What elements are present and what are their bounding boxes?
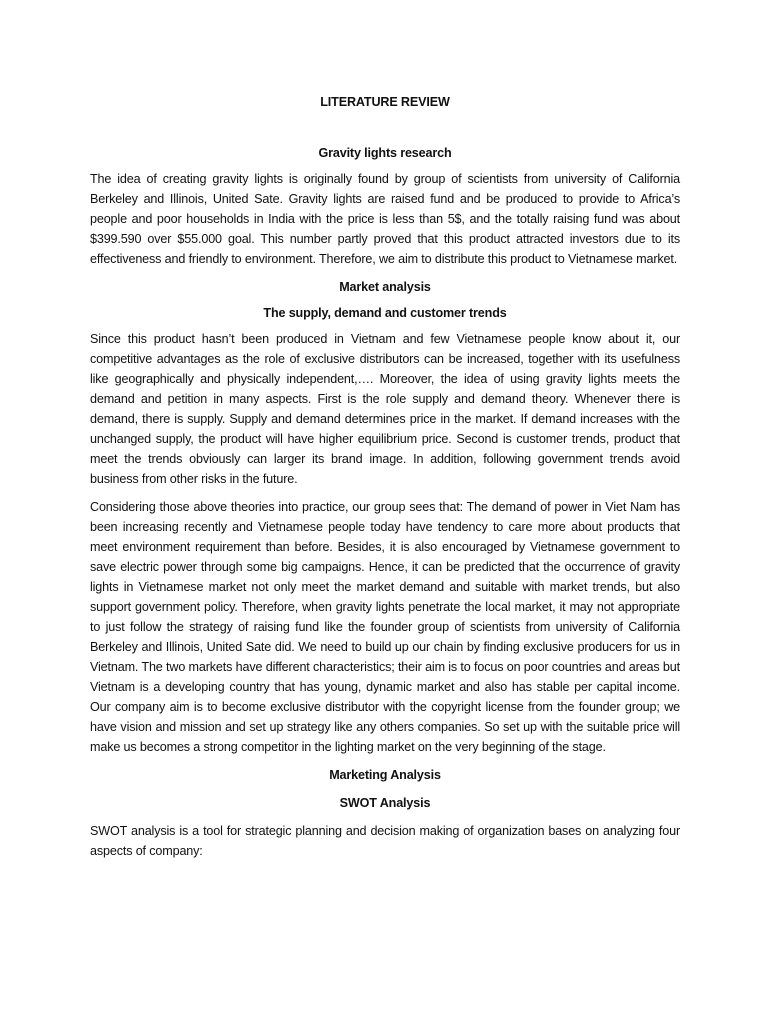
paragraph-market-1: Since this product hasn’t been produced in Vietnam and few Vietnamese people know about it, our competitive advantages as the role of exclusive distributors can be increased, together with its usefulness like geographically and physically independent,…. Moreover, the idea of using gravity lights meets the demand and petition in many aspects. First is the role supply and demand theory. Whenever there is demand, there is supply. Supply and demand determines price in the market. If demand increases with the unchanged supply, the product will have higher equilibrium price. Second is customer trends, product that meet the trends obviously can larger its brand image. In addition, following government trends avoid business from other risks in the future. [90,332,680,486]
document-title: LITERATURE REVIEW [320,95,450,109]
paragraph-gravity: The idea of creating gravity lights is originally found by group of scientists from university of California Berkeley and Illinois, United Sate. Gravity lights are raised fund and be produced to provide to Africa’s people and poor households in India with the price is less than 5$, and the totally raising fund was about $399.590 over $55.000 goal. This number partly proved that this product attracted investors due to its effectiveness and friendly to environment. Therefore, we aim to distribute this product to Vietnamese market. [90,172,680,266]
spacer [90,112,680,143]
paragraph-swot: SWOT analysis is a tool for strategic planning and decision making of organization bases on analyzing four aspects of company: [90,824,680,858]
paragraph-market-2: Considering those above theories into practice, our group sees that: The demand of power in Viet Nam has been increasing recently and Vietnamese people today have tendency to care more about products that meet environment requirement than before. Besides, it is also encouraged by Vietnamese government to save electric power through some big campaigns. Hence, it can be predicted that the occurrence of gravity lights in Vietnamese market not only meet the market demand and suitable with market trends, but also support government policy. Therefore, when gravity lights penetrate the local market, it may not appropriate to just follow the strategy of raising fund like the founder group of scientists from university of California Berkeley and Illinois, United Sate did. We need to build up our chain by finding exclusive producers for us in Vietnam. The two markets have different characteristics; their aim is to focus on poor countries and areas but Vietnam is a developing country that has young, dynamic market and also has stable per capital income. Our company aim is to become exclusive distributor with the copyright license from the founder group; we have vision and mission and set up strategy like any others companies. So set up with the suitable price will make us becomes a strong competitor in the lighting market on the very beginning of the stage. [90,500,680,754]
spacer [90,785,680,793]
spacer [90,489,680,497]
section-heading-gravity: Gravity lights research [318,146,452,160]
subheading-supply-demand: The supply, demand and customer trends [263,306,507,320]
section-heading-market: Market analysis [339,280,431,294]
subheading-swot: SWOT Analysis [339,796,431,810]
spacer [90,757,680,765]
spacer [90,813,680,821]
document-page [90,92,680,861]
section-heading-marketing: Marketing Analysis [329,768,441,782]
spacer [90,269,680,277]
